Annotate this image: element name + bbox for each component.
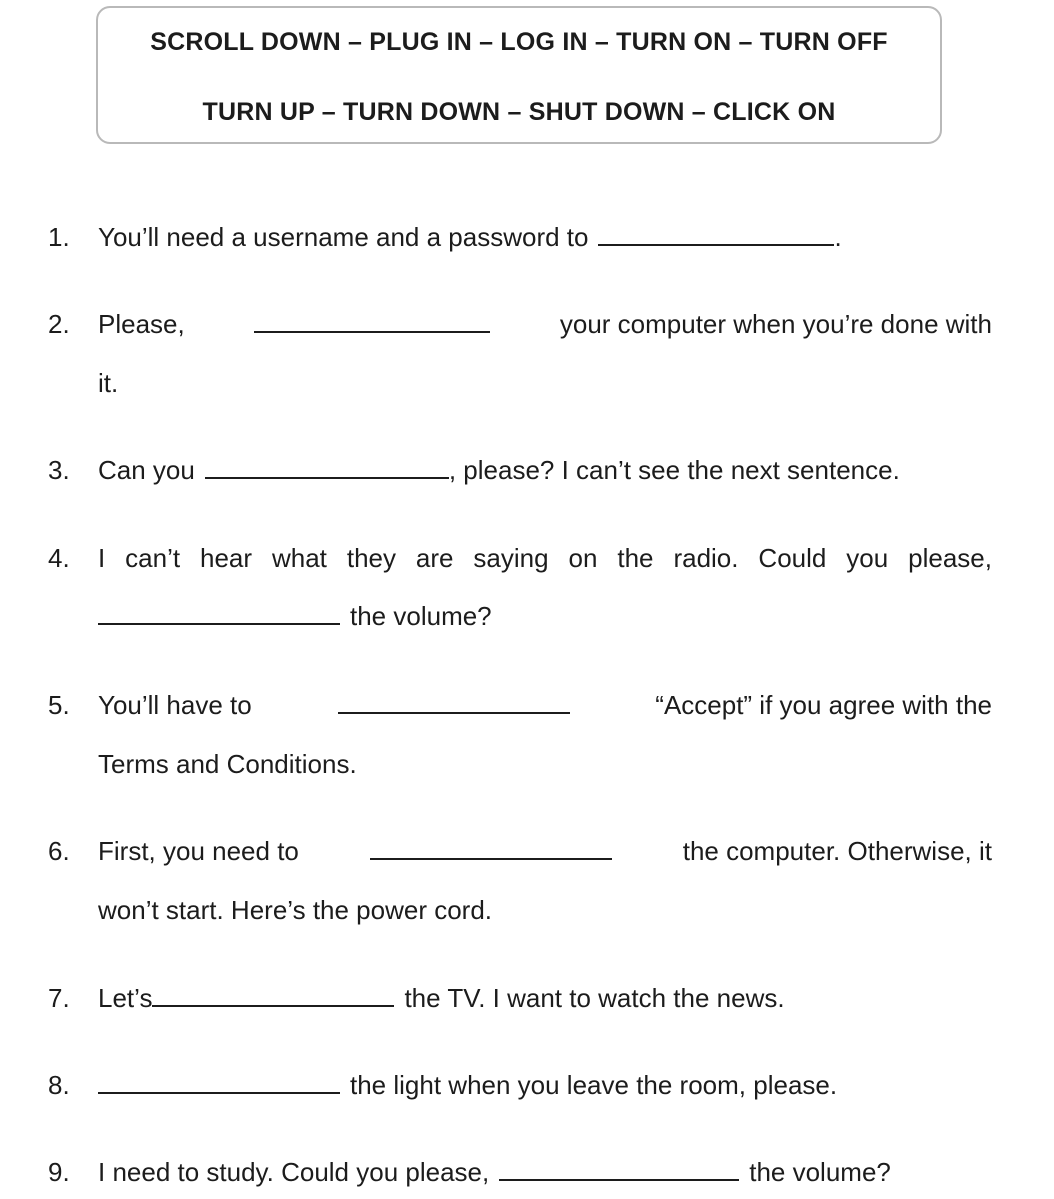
- question-text-before: Please,: [98, 309, 185, 339]
- answer-blank[interactable]: [598, 222, 834, 246]
- question-text-before: I need to study. Could you please,: [98, 1157, 490, 1187]
- question-text-continued: it.: [98, 368, 119, 398]
- question-number: 8.: [48, 1070, 70, 1100]
- question-text-continued: Terms and Conditions.: [98, 749, 357, 779]
- answer-blank[interactable]: [205, 455, 449, 479]
- question-number: 1.: [48, 222, 70, 252]
- question-number: 2.: [48, 309, 70, 339]
- question-text-continued: won’t start. Here’s the power cord.: [98, 895, 493, 925]
- question-text-after: , please? I can’t see the next sentence.: [448, 455, 900, 485]
- question-text-after: your computer when you’re done with: [559, 309, 992, 339]
- question-number: 4.: [48, 543, 70, 573]
- question-text-after: the volume?: [749, 1157, 891, 1187]
- question-text-after: “Accept” if you agree with the: [655, 690, 992, 720]
- answer-blank[interactable]: [370, 836, 612, 860]
- question-number: 6.: [48, 836, 70, 866]
- question-text-before: Let’s: [98, 983, 153, 1013]
- question-number: 9.: [48, 1157, 70, 1187]
- question-text-after: the computer. Otherwise, it: [682, 836, 992, 866]
- question-text-after: the volume?: [350, 601, 492, 631]
- question-text-after: the TV. I want to watch the news.: [404, 983, 785, 1013]
- question-text-before: First, you need to: [98, 836, 299, 866]
- question-text-before: You’ll need a username and a password to: [98, 222, 589, 252]
- question-number: 7.: [48, 983, 70, 1013]
- answer-blank[interactable]: [152, 983, 394, 1007]
- answer-blank[interactable]: [254, 309, 490, 333]
- word-bank-box: [96, 6, 942, 144]
- question-text: I can’t hear what they are saying on the radio. Could you please,: [98, 543, 992, 573]
- answer-blank[interactable]: [98, 1070, 340, 1094]
- word-bank-line-1: SCROLL DOWN – PLUG IN – LOG IN – TURN ON – TURN OFF: [150, 28, 888, 56]
- question-text-after: .: [834, 222, 842, 252]
- question-number: 3.: [48, 455, 70, 485]
- question-number: 5.: [48, 690, 70, 720]
- answer-blank[interactable]: [338, 690, 570, 714]
- word-bank-line-2: TURN UP – TURN DOWN – SHUT DOWN – CLICK ON: [202, 98, 836, 126]
- question-text-after: the light when you leave the room, please.: [350, 1070, 838, 1100]
- answer-blank[interactable]: [98, 601, 340, 625]
- question-text-before: You’ll have to: [98, 690, 252, 720]
- answer-blank[interactable]: [499, 1157, 739, 1181]
- question-text-before: Can you: [98, 455, 195, 485]
